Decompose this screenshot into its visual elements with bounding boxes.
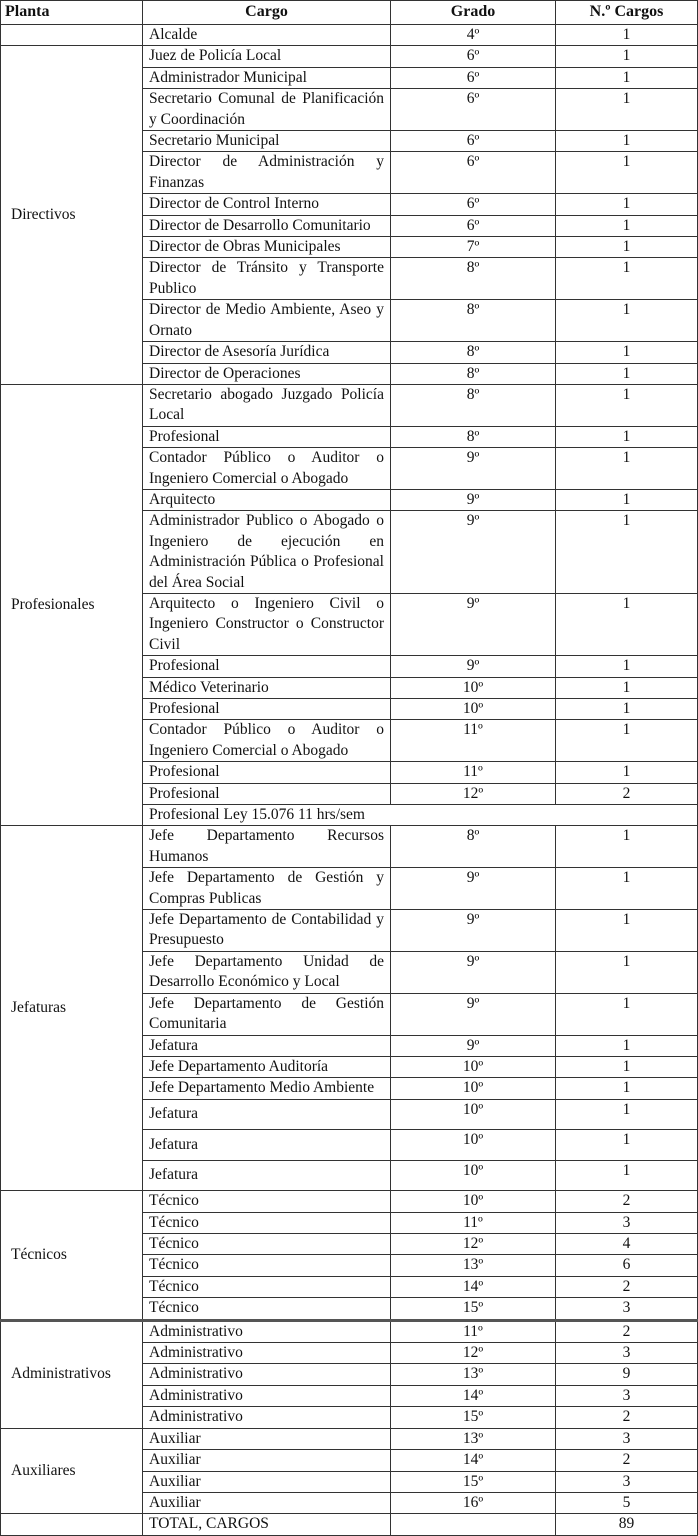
grado-cell: 15º	[391, 1407, 556, 1428]
cargos-count-cell: 1	[556, 89, 698, 131]
cargos-count-cell: 2	[556, 1276, 698, 1297]
grado-cell: 10º	[391, 1056, 556, 1077]
grado-cell: 9º	[391, 489, 556, 510]
cargos-count-cell: 1	[556, 1056, 698, 1077]
cargos-count-cell: 1	[556, 426, 698, 447]
cargos-count-cell: 1	[556, 215, 698, 236]
cargo-cell: Jefatura	[143, 1099, 391, 1130]
cargo-cell: Técnico	[143, 1276, 391, 1297]
grado-cell: 8º	[391, 826, 556, 868]
cargos-count-cell: 2	[556, 783, 698, 804]
planta-cell: Jefaturas	[1, 826, 143, 1191]
cargo-cell: Jefatura	[143, 1160, 391, 1191]
cargo-cell: Director de Operaciones	[143, 363, 391, 384]
cargos-count-cell: 3	[556, 1212, 698, 1233]
cargos-count-cell: 5	[556, 1492, 698, 1513]
grado-cell: 14º	[391, 1450, 556, 1471]
cargo-cell: Técnico	[143, 1255, 391, 1276]
cargos-count-cell: 3	[556, 1471, 698, 1492]
cargo-cell: Profesional	[143, 762, 391, 783]
grado-cell: 6º	[391, 46, 556, 67]
table-row	[1, 384, 698, 426]
cargo-cell: Auxiliar	[143, 1450, 391, 1471]
cargo-cell: Administrador Municipal	[143, 67, 391, 88]
header-grado: Grado	[391, 1, 556, 25]
grado-cell: 6º	[391, 215, 556, 236]
grado-cell: 7º	[391, 237, 556, 258]
cargo-cell: Jefe Departamento Medio Ambiente	[143, 1078, 391, 1099]
grado-cell: 8º	[391, 258, 556, 300]
grado-cell: 14º	[391, 1385, 556, 1406]
table-row	[1, 1428, 698, 1449]
grado-cell: 9º	[391, 951, 556, 993]
grado-cell: 10º	[391, 1160, 556, 1191]
grado-cell: 9º	[391, 656, 556, 677]
cargos-count-cell: 1	[556, 910, 698, 952]
grado-cell: 13º	[391, 1428, 556, 1449]
cargos-count-cell: 1	[556, 762, 698, 783]
cargos-count-cell: 1	[556, 67, 698, 88]
cargos-count-cell: 1	[556, 656, 698, 677]
cargo-cell: Alcalde	[143, 25, 391, 46]
cargo-cell: Contador Público o Auditor o Ingeniero Comercial o Abogado	[143, 720, 391, 762]
grado-cell: 9º	[391, 868, 556, 910]
grado-cell: 6º	[391, 89, 556, 131]
cargo-cell: Técnico	[143, 1212, 391, 1233]
cargos-count-cell: 1	[556, 300, 698, 342]
grado-cell: 6º	[391, 152, 556, 194]
grado-cell: 10º	[391, 1130, 556, 1161]
header-planta: Planta	[1, 1, 143, 25]
cargo-cell: Secretario Comunal de Planificación y Coordinación	[143, 89, 391, 131]
cargo-cell: Técnico	[143, 1234, 391, 1255]
cargos-count-cell: 3	[556, 1343, 698, 1364]
cargos-count-cell: 1	[556, 489, 698, 510]
planta-cell: Directivos	[1, 46, 143, 385]
planta-cell: Administrativos	[1, 1320, 143, 1428]
cargos-count-cell: 2	[556, 1191, 698, 1212]
cargos-count-cell: 4	[556, 1234, 698, 1255]
grado-cell: 6º	[391, 67, 556, 88]
cargos-count-cell: 3	[556, 1298, 698, 1320]
cargos-count-cell: 1	[556, 384, 698, 426]
cargo-cell: Jefe Departamento Auditoría	[143, 1056, 391, 1077]
cargo-cell: Administrativo	[143, 1407, 391, 1428]
cargos-count-cell: 1	[556, 131, 698, 152]
cargo-cell: Arquitecto	[143, 489, 391, 510]
grado-cell: 10º	[391, 677, 556, 698]
grado-cell: 10º	[391, 1191, 556, 1212]
grado-cell: 12º	[391, 1343, 556, 1364]
cargo-cell: Director de Medio Ambiente, Aseo y Ornato	[143, 300, 391, 342]
header-cargo: Cargo	[143, 1, 391, 25]
cargos-count-cell: 1	[556, 342, 698, 363]
cargos-count-cell: 1	[556, 1099, 698, 1130]
grado-cell: 9º	[391, 511, 556, 594]
planta-cell: Profesionales	[1, 384, 143, 826]
table-body	[1, 25, 698, 1536]
cargo-cell: Director de Asesoría Jurídica	[143, 342, 391, 363]
cargos-count-cell: 1	[556, 1130, 698, 1161]
cargo-cell: Profesional Ley 15.076 11 hrs/sem	[143, 805, 698, 826]
cargos-count-cell: 1	[556, 951, 698, 993]
grado-cell: 15º	[391, 1298, 556, 1320]
cargos-count-cell: 1	[556, 25, 698, 46]
cargos-count-cell: 1	[556, 699, 698, 720]
total-label: TOTAL, CARGOS	[143, 1514, 391, 1535]
cargos-count-cell: 2	[556, 1407, 698, 1428]
cargo-cell: Profesional	[143, 699, 391, 720]
grado-cell: 12º	[391, 783, 556, 804]
grado-cell: 11º	[391, 1212, 556, 1233]
grado-cell: 9º	[391, 448, 556, 490]
cargos-count-cell: 1	[556, 593, 698, 655]
cargo-cell: Jefatura	[143, 1035, 391, 1056]
header-cargos: N.º Cargos	[556, 1, 698, 25]
cargo-cell: Auxiliar	[143, 1492, 391, 1513]
cargo-cell: Auxiliar	[143, 1471, 391, 1492]
table-row	[1, 1191, 698, 1212]
cargo-cell: Técnico	[143, 1298, 391, 1320]
grado-cell: 12º	[391, 1234, 556, 1255]
grado-cell: 8º	[391, 300, 556, 342]
grado-cell: 10º	[391, 1078, 556, 1099]
cargos-count-cell: 1	[556, 511, 698, 594]
cargo-cell: Médico Veterinario	[143, 677, 391, 698]
cargos-count-cell: 1	[556, 237, 698, 258]
grado-cell: 9º	[391, 1035, 556, 1056]
cargo-cell: Jefe Departamento de Gestión y Compras Publicas	[143, 868, 391, 910]
cargos-count-cell: 1	[556, 448, 698, 490]
total-grado-cell	[391, 1514, 556, 1535]
cargo-cell: Administrativo	[143, 1343, 391, 1364]
cargo-cell: Arquitecto o Ingeniero Civil o Ingeniero Constructor o Constructor Civil	[143, 593, 391, 655]
grado-cell: 16º	[391, 1492, 556, 1513]
cargo-cell: Jefatura	[143, 1130, 391, 1161]
grado-cell: 11º	[391, 762, 556, 783]
cargo-cell: Contador Público o Auditor o Ingeniero Comercial o Abogado	[143, 448, 391, 490]
header-row	[1, 1, 698, 25]
grado-cell: 8º	[391, 426, 556, 447]
planta-cell: Técnicos	[1, 1191, 143, 1320]
cargo-cell: Director de Administración y Finanzas	[143, 152, 391, 194]
cargo-cell: Jefe Departamento de Contabilidad y Presupuesto	[143, 910, 391, 952]
grado-cell: 10º	[391, 699, 556, 720]
cargos-count-cell: 1	[556, 677, 698, 698]
cargos-count-cell: 1	[556, 258, 698, 300]
total-value: 89	[556, 1514, 698, 1535]
planta-cell: Auxiliares	[1, 1428, 143, 1514]
cargo-cell: Director de Desarrollo Comunitario	[143, 215, 391, 236]
grado-cell: 11º	[391, 1320, 556, 1342]
planta-cell	[1, 25, 143, 46]
grado-cell: 9º	[391, 593, 556, 655]
cargo-cell: Administrativo	[143, 1385, 391, 1406]
cargo-cell: Administrador Publico o Abogado o Ingeniero de ejecución en Administración Pública o Profesional del Área Social	[143, 511, 391, 594]
cargos-count-cell: 3	[556, 1428, 698, 1449]
cargo-cell: Jefe Departamento de Gestión Comunitaria	[143, 993, 391, 1035]
total-planta-cell	[1, 1514, 143, 1535]
cargo-cell: Secretario abogado Juzgado Policía Local	[143, 384, 391, 426]
cargos-count-cell: 2	[556, 1450, 698, 1471]
cargos-count-cell: 3	[556, 1385, 698, 1406]
grado-cell: 15º	[391, 1471, 556, 1492]
cargo-cell: Director de Obras Municipales	[143, 237, 391, 258]
cargo-cell: Profesional	[143, 783, 391, 804]
cargos-count-cell: 1	[556, 152, 698, 194]
table-row	[1, 25, 698, 46]
cargo-cell: Secretario Municipal	[143, 131, 391, 152]
grado-cell: 9º	[391, 993, 556, 1035]
grado-cell: 13º	[391, 1364, 556, 1385]
cargos-count-cell: 9	[556, 1364, 698, 1385]
cargos-count-cell: 1	[556, 363, 698, 384]
cargos-count-cell: 1	[556, 993, 698, 1035]
cargos-count-cell: 1	[556, 720, 698, 762]
total-row	[1, 1514, 698, 1535]
grado-cell: 14º	[391, 1276, 556, 1297]
grado-cell: 8º	[391, 363, 556, 384]
cargo-cell: Auxiliar	[143, 1428, 391, 1449]
table-row	[1, 826, 698, 868]
cargos-count-cell: 2	[556, 1320, 698, 1342]
cargos-count-cell: 1	[556, 194, 698, 215]
cargo-cell: Juez de Policía Local	[143, 46, 391, 67]
grado-cell: 13º	[391, 1255, 556, 1276]
cargos-count-cell: 1	[556, 868, 698, 910]
cargos-count-cell: 1	[556, 1160, 698, 1191]
cargos-count-cell: 1	[556, 1035, 698, 1056]
cargo-cell: Director de Tránsito y Transporte Publico	[143, 258, 391, 300]
grado-cell: 11º	[391, 720, 556, 762]
cargo-cell: Administrativo	[143, 1320, 391, 1342]
cargo-cell: Administrativo	[143, 1364, 391, 1385]
grado-cell: 10º	[391, 1099, 556, 1130]
table-row	[1, 46, 698, 67]
table-row	[1, 1320, 698, 1342]
grado-cell: 8º	[391, 384, 556, 426]
cargos-count-cell: 6	[556, 1255, 698, 1276]
cargo-cell: Profesional	[143, 426, 391, 447]
cargos-count-cell: 1	[556, 826, 698, 868]
cargos-count-cell: 1	[556, 1078, 698, 1099]
cargo-cell: Jefe Departamento Recursos Humanos	[143, 826, 391, 868]
cargo-cell: Director de Control Interno	[143, 194, 391, 215]
cargo-cell: Jefe Departamento Unidad de Desarrollo Económico y Local	[143, 951, 391, 993]
grado-cell: 4º	[391, 25, 556, 46]
cargo-cell: Profesional	[143, 656, 391, 677]
grado-cell: 6º	[391, 194, 556, 215]
grado-cell: 8º	[391, 342, 556, 363]
grado-cell: 9º	[391, 910, 556, 952]
grado-cell: 6º	[391, 131, 556, 152]
cargos-count-cell: 1	[556, 46, 698, 67]
cargo-cell: Técnico	[143, 1191, 391, 1212]
